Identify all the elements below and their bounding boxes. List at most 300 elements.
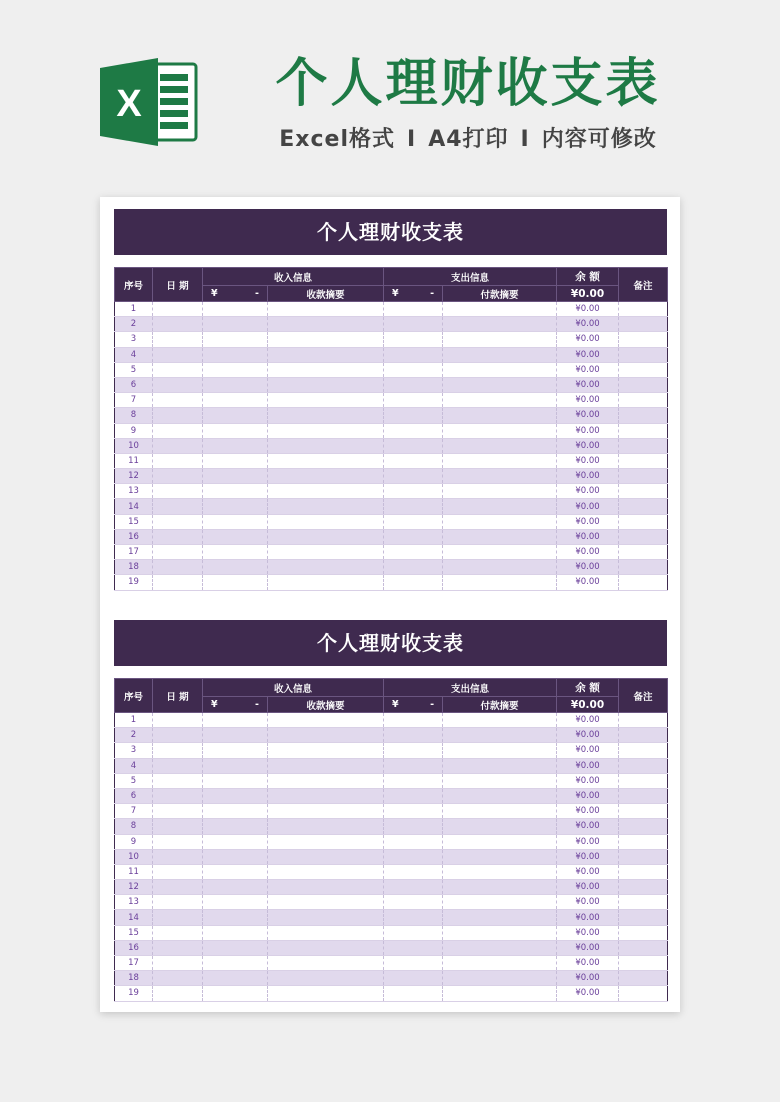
cell-date[interactable] — [153, 377, 203, 392]
cell-date[interactable] — [153, 347, 203, 362]
cell-balance: ¥0.00 — [557, 971, 619, 986]
cell-income-amount[interactable] — [203, 713, 268, 728]
cell-date[interactable] — [153, 575, 203, 590]
cell-note[interactable] — [619, 332, 668, 347]
cell-note[interactable] — [619, 971, 668, 986]
cell-note[interactable] — [619, 713, 668, 728]
cell-expense-amount[interactable] — [384, 986, 443, 1001]
cell-income-amount[interactable] — [203, 423, 268, 438]
cell-income-amount[interactable] — [203, 499, 268, 514]
cell-expense-desc[interactable] — [443, 925, 557, 940]
finance-table — [114, 267, 668, 591]
cell-expense-desc[interactable] — [443, 545, 557, 560]
cell-balance: ¥0.00 — [557, 469, 619, 484]
cell-note[interactable] — [619, 849, 668, 864]
cell-income-desc[interactable] — [268, 819, 384, 834]
cell-expense-amount[interactable] — [384, 743, 443, 758]
cell-expense-amount[interactable] — [384, 575, 443, 590]
table-row — [115, 484, 668, 499]
cell-income-amount[interactable] — [203, 332, 268, 347]
cell-expense-amount[interactable] — [384, 849, 443, 864]
cell-date[interactable] — [153, 819, 203, 834]
cell-seq: 2 — [115, 317, 153, 332]
cell-note[interactable] — [619, 377, 668, 392]
cell-expense-desc[interactable] — [443, 864, 557, 879]
cell-income-desc[interactable] — [268, 864, 384, 879]
cell-note[interactable] — [619, 514, 668, 529]
cell-note[interactable] — [619, 453, 668, 468]
cell-note[interactable] — [619, 302, 668, 317]
cell-income-desc[interactable] — [268, 423, 384, 438]
excel-icon — [100, 58, 200, 146]
cell-income-amount[interactable] — [203, 438, 268, 453]
cell-seq: 16 — [115, 529, 153, 544]
table-row — [115, 849, 668, 864]
table-row — [115, 956, 668, 971]
cell-expense-desc[interactable] — [443, 347, 557, 362]
cell-note[interactable] — [619, 880, 668, 895]
cell-note[interactable] — [619, 469, 668, 484]
cell-seq: 19 — [115, 986, 153, 1001]
cell-date[interactable] — [153, 925, 203, 940]
cell-expense-amount[interactable] — [384, 728, 443, 743]
cell-balance: ¥0.00 — [557, 362, 619, 377]
col-note: 备注 — [619, 268, 668, 302]
cell-note[interactable] — [619, 758, 668, 773]
cell-seq: 1 — [115, 302, 153, 317]
cell-expense-amount[interactable] — [384, 423, 443, 438]
income-amount-header — [203, 286, 268, 302]
cell-seq: 8 — [115, 819, 153, 834]
cell-income-desc[interactable] — [268, 514, 384, 529]
cell-expense-amount[interactable] — [384, 317, 443, 332]
header-row — [115, 679, 668, 697]
table-row — [115, 393, 668, 408]
cell-income-amount[interactable] — [203, 545, 268, 560]
cell-date[interactable] — [153, 834, 203, 849]
cell-expense-desc[interactable] — [443, 940, 557, 955]
cell-seq: 16 — [115, 940, 153, 955]
cell-date[interactable] — [153, 302, 203, 317]
cell-note[interactable] — [619, 529, 668, 544]
cell-note[interactable] — [619, 940, 668, 955]
cell-date[interactable] — [153, 773, 203, 788]
cell-balance: ¥0.00 — [557, 834, 619, 849]
cell-income-amount[interactable] — [203, 484, 268, 499]
cell-income-desc[interactable] — [268, 971, 384, 986]
page-title: 个人理财收支表 — [275, 54, 661, 114]
cell-date[interactable] — [153, 423, 203, 438]
cell-income-desc[interactable] — [268, 302, 384, 317]
cell-expense-amount[interactable] — [384, 560, 443, 575]
cell-date[interactable] — [153, 317, 203, 332]
cell-income-amount[interactable] — [203, 986, 268, 1001]
cell-expense-desc[interactable] — [443, 408, 557, 423]
cell-income-desc[interactable] — [268, 895, 384, 910]
cell-expense-desc[interactable] — [443, 773, 557, 788]
cell-income-desc[interactable] — [268, 849, 384, 864]
cell-note[interactable] — [619, 560, 668, 575]
cell-expense-desc[interactable] — [443, 788, 557, 803]
cell-expense-amount[interactable] — [384, 804, 443, 819]
cell-balance: ¥0.00 — [557, 728, 619, 743]
cell-income-amount[interactable] — [203, 393, 268, 408]
col-income: 收入信息 — [203, 268, 384, 286]
cell-income-desc[interactable] — [268, 788, 384, 803]
cell-income-desc[interactable] — [268, 940, 384, 955]
col-balance: 余 额 — [557, 679, 619, 697]
table-row — [115, 499, 668, 514]
cell-income-amount[interactable] — [203, 743, 268, 758]
cell-expense-amount[interactable] — [384, 438, 443, 453]
table-row — [115, 423, 668, 438]
dash-label: - — [255, 699, 259, 710]
cell-income-amount[interactable] — [203, 849, 268, 864]
cell-expense-desc[interactable] — [443, 910, 557, 925]
subtitle-editable: 内容可修改 — [541, 127, 657, 152]
cell-expense-amount[interactable] — [384, 347, 443, 362]
cell-expense-desc[interactable] — [443, 834, 557, 849]
cell-income-desc[interactable] — [268, 910, 384, 925]
cell-balance: ¥0.00 — [557, 819, 619, 834]
col-balance: 余 额 — [557, 268, 619, 286]
cell-date[interactable] — [153, 545, 203, 560]
cell-income-desc[interactable] — [268, 332, 384, 347]
cell-expense-amount[interactable] — [384, 713, 443, 728]
cell-expense-amount[interactable] — [384, 773, 443, 788]
cell-seq: 3 — [115, 332, 153, 347]
cell-seq: 13 — [115, 895, 153, 910]
cell-seq: 5 — [115, 362, 153, 377]
cell-expense-amount[interactable] — [384, 529, 443, 544]
cell-date[interactable] — [153, 713, 203, 728]
cell-balance: ¥0.00 — [557, 560, 619, 575]
cell-date[interactable] — [153, 895, 203, 910]
cell-income-amount[interactable] — [203, 347, 268, 362]
cell-expense-amount[interactable] — [384, 514, 443, 529]
cell-income-desc[interactable] — [268, 773, 384, 788]
cell-income-amount[interactable] — [203, 864, 268, 879]
cell-income-desc[interactable] — [268, 469, 384, 484]
cell-date[interactable] — [153, 910, 203, 925]
cell-note[interactable] — [619, 408, 668, 423]
cell-income-desc[interactable] — [268, 393, 384, 408]
cell-income-amount[interactable] — [203, 377, 268, 392]
table-row — [115, 438, 668, 453]
cell-income-amount[interactable] — [203, 834, 268, 849]
cell-date[interactable] — [153, 804, 203, 819]
cell-income-desc[interactable] — [268, 925, 384, 940]
cell-income-desc[interactable] — [268, 529, 384, 544]
income-desc-header: 收款摘要 — [268, 697, 384, 713]
currency-label: ¥ — [211, 288, 218, 299]
cell-income-amount[interactable] — [203, 302, 268, 317]
cell-expense-amount[interactable] — [384, 925, 443, 940]
cell-note[interactable] — [619, 545, 668, 560]
cell-expense-desc[interactable] — [443, 819, 557, 834]
cell-expense-amount[interactable] — [384, 499, 443, 514]
cell-note[interactable] — [619, 347, 668, 362]
cell-expense-desc[interactable] — [443, 484, 557, 499]
cell-income-desc[interactable] — [268, 408, 384, 423]
table-title: 个人理财收支表 — [114, 620, 667, 666]
cell-seq: 14 — [115, 910, 153, 925]
cell-expense-amount[interactable] — [384, 834, 443, 849]
balance-total: ¥0.00 — [557, 286, 619, 302]
cell-date[interactable] — [153, 880, 203, 895]
cell-date[interactable] — [153, 864, 203, 879]
cell-expense-desc[interactable] — [443, 880, 557, 895]
cell-income-amount[interactable] — [203, 728, 268, 743]
cell-note[interactable] — [619, 393, 668, 408]
cell-expense-amount[interactable] — [384, 971, 443, 986]
cell-income-desc[interactable] — [268, 347, 384, 362]
table-row — [115, 758, 668, 773]
cell-income-desc[interactable] — [268, 804, 384, 819]
table-row — [115, 713, 668, 728]
cell-income-amount[interactable] — [203, 971, 268, 986]
cell-date[interactable] — [153, 332, 203, 347]
cell-income-desc[interactable] — [268, 956, 384, 971]
cell-income-amount[interactable] — [203, 575, 268, 590]
table-row — [115, 332, 668, 347]
cell-note[interactable] — [619, 362, 668, 377]
cell-expense-amount[interactable] — [384, 758, 443, 773]
cell-income-amount[interactable] — [203, 529, 268, 544]
cell-note[interactable] — [619, 986, 668, 1001]
cell-expense-amount[interactable] — [384, 484, 443, 499]
table-row — [115, 895, 668, 910]
cell-expense-desc[interactable] — [443, 377, 557, 392]
cell-income-amount[interactable] — [203, 362, 268, 377]
cell-date[interactable] — [153, 514, 203, 529]
cell-expense-desc[interactable] — [443, 849, 557, 864]
subtitle-print: A4打印 — [428, 127, 509, 152]
cell-expense-desc[interactable] — [443, 895, 557, 910]
cell-note[interactable] — [619, 728, 668, 743]
cell-note[interactable] — [619, 956, 668, 971]
cell-date[interactable] — [153, 986, 203, 1001]
cell-income-desc[interactable] — [268, 728, 384, 743]
cell-income-amount[interactable] — [203, 880, 268, 895]
cell-income-amount[interactable] — [203, 317, 268, 332]
cell-expense-desc[interactable] — [443, 362, 557, 377]
cell-date[interactable] — [153, 408, 203, 423]
cell-income-amount[interactable] — [203, 895, 268, 910]
cell-expense-desc[interactable] — [443, 971, 557, 986]
cell-date[interactable] — [153, 788, 203, 803]
cell-expense-amount[interactable] — [384, 940, 443, 955]
cell-income-amount[interactable] — [203, 408, 268, 423]
cell-date[interactable] — [153, 499, 203, 514]
cell-note[interactable] — [619, 438, 668, 453]
cell-seq: 9 — [115, 834, 153, 849]
cell-note[interactable] — [619, 804, 668, 819]
cell-expense-desc[interactable] — [443, 438, 557, 453]
cell-balance: ¥0.00 — [557, 864, 619, 879]
cell-date[interactable] — [153, 362, 203, 377]
cell-date[interactable] — [153, 484, 203, 499]
cell-seq: 10 — [115, 849, 153, 864]
cell-expense-desc[interactable] — [443, 560, 557, 575]
cell-date[interactable] — [153, 743, 203, 758]
cell-income-amount[interactable] — [203, 910, 268, 925]
cell-expense-amount[interactable] — [384, 302, 443, 317]
cell-expense-desc[interactable] — [443, 986, 557, 1001]
cell-date[interactable] — [153, 469, 203, 484]
cell-expense-amount[interactable] — [384, 332, 443, 347]
cell-income-amount[interactable] — [203, 469, 268, 484]
cell-income-desc[interactable] — [268, 317, 384, 332]
cell-date[interactable] — [153, 971, 203, 986]
cell-expense-amount[interactable] — [384, 393, 443, 408]
col-note: 备注 — [619, 679, 668, 713]
cell-income-desc[interactable] — [268, 362, 384, 377]
cell-expense-desc[interactable] — [443, 529, 557, 544]
cell-seq: 13 — [115, 484, 153, 499]
cell-seq: 4 — [115, 758, 153, 773]
cell-note[interactable] — [619, 819, 668, 834]
cell-balance: ¥0.00 — [557, 758, 619, 773]
cell-date[interactable] — [153, 560, 203, 575]
cell-note[interactable] — [619, 925, 668, 940]
cell-income-amount[interactable] — [203, 804, 268, 819]
table-row — [115, 940, 668, 955]
cell-expense-amount[interactable] — [384, 910, 443, 925]
currency-label: ¥ — [211, 699, 218, 710]
cell-note[interactable] — [619, 910, 668, 925]
cell-date[interactable] — [153, 529, 203, 544]
cell-expense-desc[interactable] — [443, 469, 557, 484]
cell-income-amount[interactable] — [203, 758, 268, 773]
cell-expense-desc[interactable] — [443, 743, 557, 758]
cell-balance: ¥0.00 — [557, 514, 619, 529]
cell-expense-amount[interactable] — [384, 469, 443, 484]
cell-income-amount[interactable] — [203, 560, 268, 575]
cell-balance: ¥0.00 — [557, 332, 619, 347]
cell-income-desc[interactable] — [268, 377, 384, 392]
cell-balance: ¥0.00 — [557, 880, 619, 895]
cell-note[interactable] — [619, 575, 668, 590]
table-row — [115, 347, 668, 362]
cell-income-desc[interactable] — [268, 560, 384, 575]
cell-date[interactable] — [153, 849, 203, 864]
cell-expense-desc[interactable] — [443, 575, 557, 590]
cell-income-desc[interactable] — [268, 758, 384, 773]
cell-expense-desc[interactable] — [443, 393, 557, 408]
cell-income-amount[interactable] — [203, 514, 268, 529]
col-seq: 序号 — [115, 679, 153, 713]
subtitle-format: Excel格式 — [279, 127, 395, 152]
cell-expense-desc[interactable] — [443, 713, 557, 728]
cell-note[interactable] — [619, 743, 668, 758]
cell-balance: ¥0.00 — [557, 453, 619, 468]
cell-expense-desc[interactable] — [443, 453, 557, 468]
cell-income-amount[interactable] — [203, 773, 268, 788]
cell-balance: ¥0.00 — [557, 377, 619, 392]
cell-expense-amount[interactable] — [384, 545, 443, 560]
cell-expense-desc[interactable] — [443, 804, 557, 819]
cell-income-amount[interactable] — [203, 956, 268, 971]
cell-expense-desc[interactable] — [443, 758, 557, 773]
cell-income-desc[interactable] — [268, 986, 384, 1001]
cell-expense-amount[interactable] — [384, 880, 443, 895]
cell-note[interactable] — [619, 317, 668, 332]
cell-seq: 6 — [115, 788, 153, 803]
cell-date[interactable] — [153, 956, 203, 971]
cell-income-desc[interactable] — [268, 453, 384, 468]
cell-income-desc[interactable] — [268, 575, 384, 590]
table-row — [115, 469, 668, 484]
cell-income-desc[interactable] — [268, 499, 384, 514]
cell-expense-amount[interactable] — [384, 864, 443, 879]
cell-note[interactable] — [619, 423, 668, 438]
cell-expense-amount[interactable] — [384, 408, 443, 423]
cell-expense-amount[interactable] — [384, 377, 443, 392]
cell-balance: ¥0.00 — [557, 713, 619, 728]
cell-expense-desc[interactable] — [443, 728, 557, 743]
cell-income-amount[interactable] — [203, 925, 268, 940]
cell-note[interactable] — [619, 499, 668, 514]
cell-balance: ¥0.00 — [557, 545, 619, 560]
cell-note[interactable] — [619, 484, 668, 499]
cell-income-desc[interactable] — [268, 713, 384, 728]
cell-expense-amount[interactable] — [384, 453, 443, 468]
cell-income-desc[interactable] — [268, 880, 384, 895]
cell-balance: ¥0.00 — [557, 940, 619, 955]
cell-expense-amount[interactable] — [384, 788, 443, 803]
cell-expense-amount[interactable] — [384, 362, 443, 377]
table-row — [115, 529, 668, 544]
cell-expense-desc[interactable] — [443, 956, 557, 971]
cell-balance: ¥0.00 — [557, 317, 619, 332]
cell-date[interactable] — [153, 758, 203, 773]
cell-date[interactable] — [153, 393, 203, 408]
cell-date[interactable] — [153, 728, 203, 743]
cell-expense-desc[interactable] — [443, 302, 557, 317]
cell-note[interactable] — [619, 864, 668, 879]
cell-income-amount[interactable] — [203, 819, 268, 834]
cell-seq: 18 — [115, 560, 153, 575]
cell-expense-desc[interactable] — [443, 317, 557, 332]
cell-income-desc[interactable] — [268, 743, 384, 758]
cell-expense-amount[interactable] — [384, 819, 443, 834]
cell-seq: 7 — [115, 804, 153, 819]
cell-income-amount[interactable] — [203, 940, 268, 955]
cell-expense-desc[interactable] — [443, 423, 557, 438]
cell-income-desc[interactable] — [268, 484, 384, 499]
cell-note[interactable] — [619, 834, 668, 849]
cell-expense-desc[interactable] — [443, 332, 557, 347]
cell-note[interactable] — [619, 773, 668, 788]
table-row — [115, 317, 668, 332]
cell-seq: 15 — [115, 514, 153, 529]
cell-expense-desc[interactable] — [443, 499, 557, 514]
cell-expense-desc[interactable] — [443, 514, 557, 529]
cell-income-desc[interactable] — [268, 834, 384, 849]
cell-note[interactable] — [619, 895, 668, 910]
cell-income-amount[interactable] — [203, 788, 268, 803]
cell-income-amount[interactable] — [203, 453, 268, 468]
cell-note[interactable] — [619, 788, 668, 803]
cell-income-desc[interactable] — [268, 545, 384, 560]
cell-expense-amount[interactable] — [384, 956, 443, 971]
cell-expense-amount[interactable] — [384, 895, 443, 910]
cell-income-desc[interactable] — [268, 438, 384, 453]
cell-date[interactable] — [153, 940, 203, 955]
cell-date[interactable] — [153, 438, 203, 453]
cell-date[interactable] — [153, 453, 203, 468]
